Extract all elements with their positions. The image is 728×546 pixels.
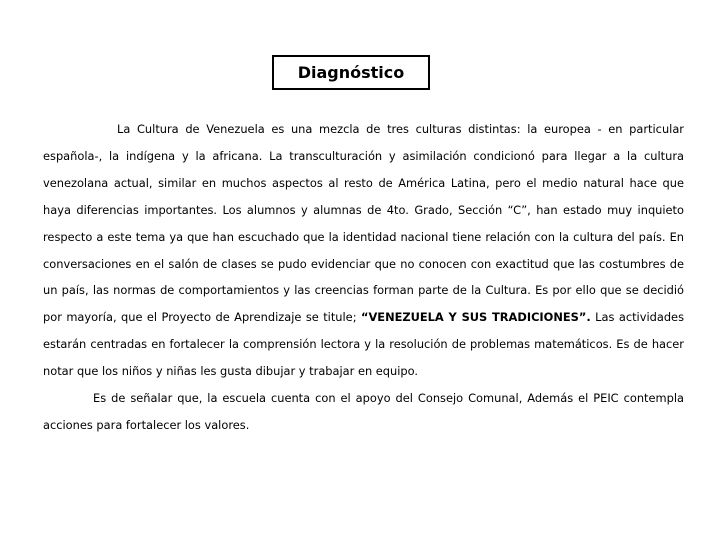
document-body: [43, 116, 684, 439]
document-title: [272, 55, 430, 90]
paragraph-intro-text-end: Las actividades estarán centradas en fortalecer la comprensión lectora y la resolución de problemas matemáticos. Es de hacer notar que los niños y niñas les gusta dibujar y trabajar en equipo.: [43, 310, 684, 379]
paragraph-intro: [43, 116, 684, 385]
project-title-emphasis: “VENEZUELA Y SUS TRADICIONES”.: [360, 310, 591, 325]
paragraph-support: Es de señalar que, la escuela cuenta con el apoyo del Consejo Comunal, Además el PEIC contempla acciones para fortalecer los valores.: [43, 391, 684, 432]
paragraph-intro-text-start: La Cultura de Venezuela es una mezcla de tres culturas distintas: la europea - en particular española-, la indígena y la africana. La transculturación y asimilación condicionó para llegar a la cultura venezolana actual, similar en muchos aspectos al resto de América Latina, pero el medio natural hace que haya diferencias importantes. Los alumnos y alumnas de 4to. Grado, Sección “C”, han estado muy inquieto respecto a este tema ya que han escuchado que la identidad nacional tiene relación con la cultura del país. En conversaciones en el salón de clases se pudo evidenciar que no conocen con exactitud que las costumbres de un país, las normas de comportamientos y las creencias forman parte de la Cultura. Es por ello que se decidió por mayoría, que el Proyecto de Aprendizaje se titule;: [43, 122, 684, 325]
document-title-text: Diagnóstico: [297, 63, 405, 82]
